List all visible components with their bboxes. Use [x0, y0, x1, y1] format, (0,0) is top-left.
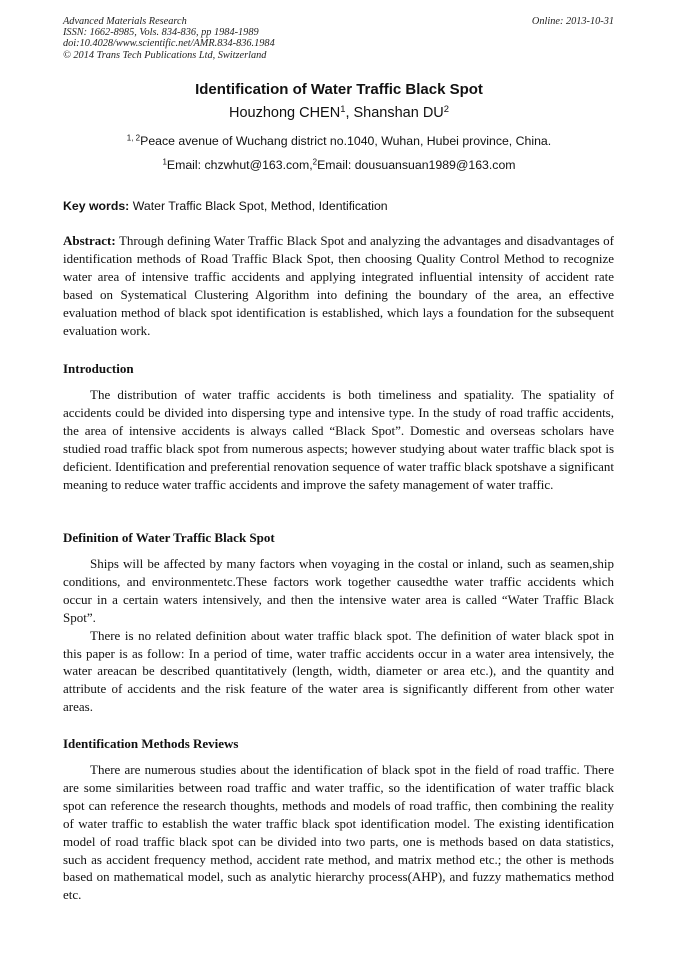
- methods-section: [63, 735, 614, 904]
- paper-title: Identification of Water Traffic Black Spot: [195, 81, 483, 98]
- abstract-text: Through defining Water Traffic Black Spot and analyzing the advantages and disadvantages of identification methods of Road Traffic Black Spot, then choosing Quality Control Method to recognize water area of intensive traffic accidents and applying integrated influential intensity of accident rate based on Systematical Clustering Algorithm into defining the boundary of the area, an effective evaluation method of black spot identification is established, which lays a foundation for the subsequent evaluation work.: [63, 233, 614, 338]
- introduction-section: [63, 360, 614, 493]
- author-line: [0, 104, 678, 122]
- email-2-sup: 2: [312, 157, 318, 167]
- keywords-text: Water Traffic Black Spot, Method, Identification: [129, 199, 388, 213]
- email-1-sup: 1: [162, 157, 167, 167]
- definition-heading: Definition of Water Traffic Black Spot: [63, 530, 275, 545]
- affiliation-text: Peace avenue of Wuchang district no.1040, Wuhan, Hubei province, China.: [140, 134, 552, 148]
- introduction-paragraph: The distribution of water traffic accidents is both timeliness and spatiality. The spatiality of accidents could be divided into dispersing type and intensive type. In the study of road traffic accidents, the area of intensive accidents is always called “Black Spot”. Domestic and overseas scholars have studied road traffic black spot from numerous aspects; however studying about water traffic black spot is deficient. Identification and preferential renovation sequence of water traffic black spotshave a significant meaning to reduce water traffic accidents and improve the safety management of water traffic.: [63, 387, 614, 492]
- journal-name: Advanced Materials Research: [63, 16, 187, 27]
- author-separator: ,: [345, 105, 354, 121]
- affiliation-sup: 1, 2: [126, 133, 141, 143]
- definition-paragraph-1: Ships will be affected by many factors when voyaging in the costal or inland, such as seamen,ship conditions, and environmentetc.These factors work together causedthe water traffic accidents which occur in a certain waters intensively, and then the intensive water area is called “Water Traffic Black Spot”.: [63, 556, 614, 625]
- abstract-paragraph: [63, 232, 614, 339]
- abstract-label: Abstract:: [63, 233, 116, 248]
- doi-line: doi:10.4028/www.scientific.net/AMR.834-836.1984: [63, 38, 275, 50]
- issn-line: ISSN: 1662-8985, Vols. 834-836, pp 1984-1989: [63, 27, 259, 39]
- keywords: [63, 198, 614, 214]
- definition-paragraph-2: There is no related definition about water traffic black spot. The definition of water black spot in this paper is as follow: In a period of time, water traffic accidents occur in a water area intensively, the water areacan be described quantitatively (length, width, diameter or area etc.), and the quantity and attribute of accidents and the risk feature of the water area is significantly different from other water areas.: [63, 627, 614, 715]
- journal-header: [63, 16, 614, 61]
- author-2-sup: 2: [443, 102, 450, 114]
- author-1-sup: 1: [340, 102, 346, 114]
- author-1-name: Houzhong CHEN: [228, 105, 341, 121]
- affiliation-line: [0, 133, 678, 149]
- copyright-line: © 2014 Trans Tech Publications Ltd, Switzerland: [63, 49, 267, 61]
- email-1: Email: chzwhut@163.com,: [166, 158, 313, 172]
- methods-heading: Identification Methods Reviews: [63, 736, 239, 751]
- keywords-label: Key words:: [63, 199, 130, 213]
- email-2: Email: dousuansuan1989@163.com: [317, 158, 516, 172]
- abstract-section: [63, 232, 614, 339]
- definition-section: [63, 529, 614, 716]
- online-date: Online: 2013-10-31: [531, 16, 614, 27]
- methods-paragraph: There are numerous studies about the identification of black spot in the field of road traffic. There are some similarities between road traffic and water traffic, so the identification of water traffic black spot can reference the research thoughts, methods and models of road traffic, then combining the reality of water traffic to establish the water traffic black spot identification model. The existing identification model of road traffic black spot can be divided into two parts, one is methods based on data statistics, such as accident frequency method, accident rate method, and matrix method etc.; the other is methods based on mathematical model, such as analytic hierarchy process(AHP), and fuzzy mathematics method etc.: [63, 762, 614, 903]
- introduction-heading: Introduction: [63, 361, 134, 376]
- email-line: [0, 157, 678, 173]
- author-2-name: Shanshan DU: [353, 105, 444, 121]
